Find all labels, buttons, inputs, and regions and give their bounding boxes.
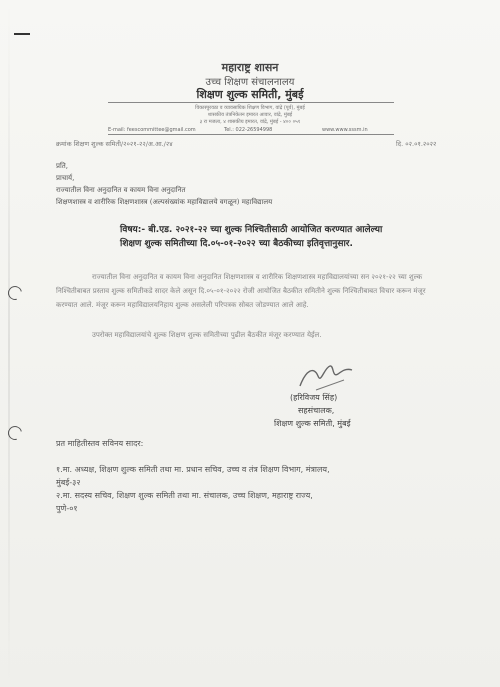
header-rule-bottom bbox=[108, 134, 394, 135]
page-edge-shadow bbox=[8, 0, 10, 687]
office-title: शिक्षण शुल्क समिती, मुंबई bbox=[196, 88, 304, 101]
email-text: E-mail: feescommittee@gmail.com bbox=[108, 127, 196, 133]
staple-icon bbox=[14, 33, 30, 35]
header-rule-top bbox=[108, 102, 394, 103]
website-text: www.www.sssm.in bbox=[322, 127, 368, 133]
subject-line-2: शिक्षण शुल्क समितीच्या दि.०५-०१-२०२२ च्या बैठकीच्या इतिवृत्तानुसार. bbox=[120, 239, 353, 249]
tel-text: Tel.: 022-26594998 bbox=[224, 127, 273, 133]
subject-line-1: विषय:- बी.एड. २०२१-२२ च्या शुल्क निश्चितीसाठी आयोजित करण्यात आलेल्या bbox=[120, 225, 383, 235]
reference-date: दि. ०२.०१.२०२२ bbox=[396, 140, 437, 148]
department-title: उच्च शिक्षण संचालनालय bbox=[205, 77, 295, 88]
copy-item-1-line-2: मुंबई-३२ bbox=[56, 478, 81, 487]
handwritten-signature-icon bbox=[296, 360, 356, 394]
government-title: महाराष्ट्र शासन bbox=[221, 61, 279, 74]
recipient-line-2: प्राचार्य, bbox=[56, 174, 75, 182]
recipient-line-4: शिक्षणशास्त्र व शारीरिक शिक्षणशास्त्र (अल्पसंख्यांक महाविद्यालये वगळून) महाविद्यालय bbox=[56, 198, 273, 206]
copy-item-2-line-2: पुणे-०१ bbox=[56, 504, 78, 513]
body-paragraph-2: उपरोक्त महाविद्यालयांचे शुल्क शिक्षण शुल्क समितीच्या पुढील बैठकीत मंजूर करण्यात येईल. bbox=[92, 331, 322, 339]
body-paragraph-1: राज्यातील विना अनुदानित व कायम विना अनुदानित शिक्षणशास्त्र व शारीरिक शिक्षणशास्त्र महाविद्यालयांच्या सन २०२१-२२ च्या शुल्क निश्चितीबाबत प्रस्ताव शुल्क समितीकडे सादर केले असून दि.०५-०१-२०२२ रोजी आयोजित बैठकीत समितीने शुल्क निश्चितीबाबत विचार करून मंजूर करण्यात आले. मंजूर करून महाविद्यालयनिहाय शुल्क असलेली परिपत्रक सोबत जोडण्यात आले आहे. bbox=[56, 273, 426, 309]
signatory-office: शिक्षण शुल्क समिती, मुंबई bbox=[274, 419, 351, 428]
recipient-line-1: प्रति, bbox=[56, 162, 69, 170]
recipient-line-3: राज्यातील विना अनुदानित व कायम विना अनुदानित bbox=[56, 186, 186, 194]
reference-number: क्रमांक शिक्षण शुल्क समिती/२०२१-२२/अ.आ./२४ bbox=[56, 140, 173, 148]
address-line-1: विकास्पुरवठा व व्यावसायिक शिक्षण विभाग, वांद्रे (पूर्व), मुंबई bbox=[195, 105, 305, 111]
signatory-name: (हरिविजय सिंह) bbox=[290, 393, 338, 402]
signatory-title: सहसंचालक, bbox=[298, 406, 335, 415]
copy-heading: प्रत माहितीस्तव सविनय सादर: bbox=[56, 439, 144, 448]
copy-item-2-line-1: २.मा. सदस्य सचिव, शिक्षण शुल्क समिती तथा मा. संचालक, उच्च शिक्षण, महाराष्ट्र राज्य, bbox=[56, 491, 313, 500]
address-line-2: शासकीय तंत्रनिकेतन इमारत आवार, वांद्रे, मुंबई bbox=[207, 112, 293, 118]
address-line-3: ३ रा मजला, ४ शासकीय इमारत, वांद्रे, मुंबई - ४०० ०५१ bbox=[199, 119, 301, 125]
copy-item-1-line-1: १.मा. अध्यक्ष, शिक्षण शुल्क समिती तथा मा. प्रधान सचिव, उच्च व तंत्र शिक्षण विभाग, मंत्रालय, bbox=[56, 465, 330, 474]
